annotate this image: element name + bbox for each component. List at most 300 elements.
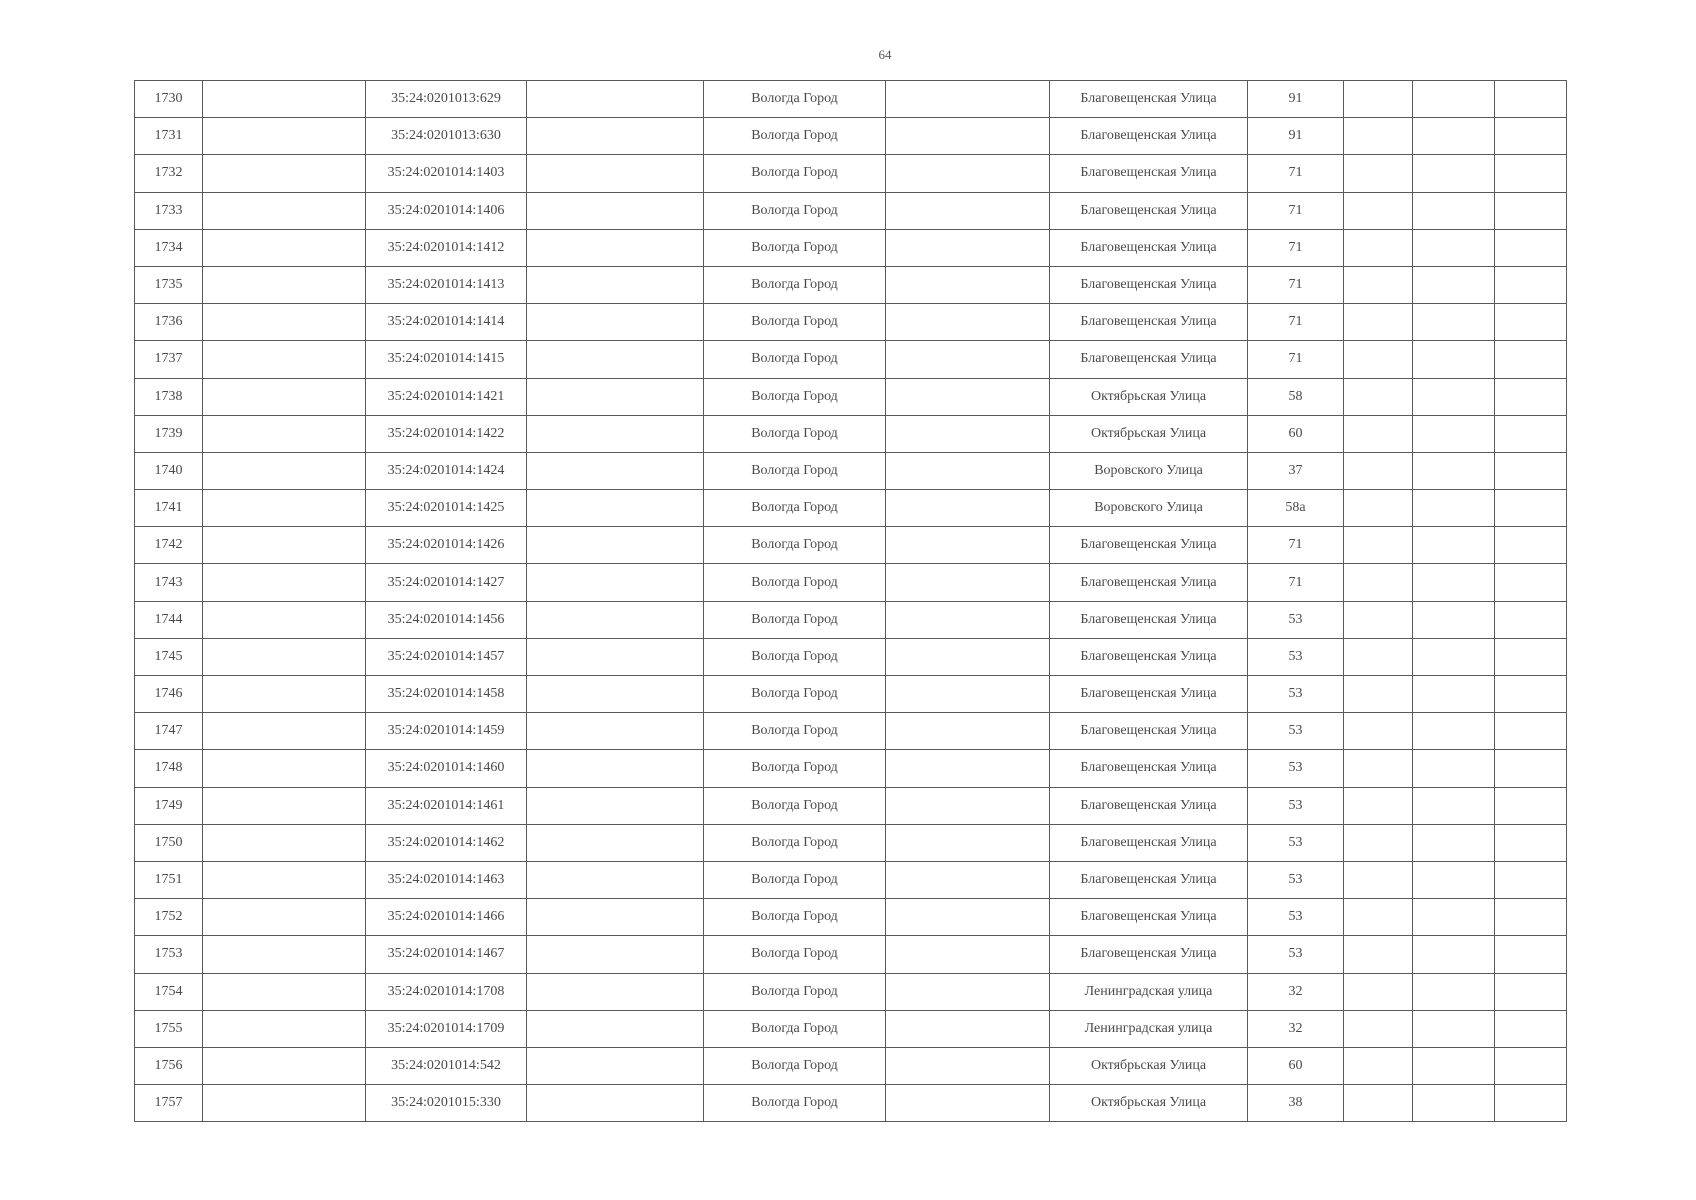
house-number-cell: 71 xyxy=(1248,155,1344,192)
empty-cell xyxy=(1495,676,1567,713)
cadastral-number-cell: 35:24:0201014:1413 xyxy=(366,266,527,303)
table-row xyxy=(135,415,1567,452)
empty-cell xyxy=(527,81,704,118)
city-cell: Вологда Город xyxy=(704,750,886,787)
empty-cell xyxy=(886,155,1050,192)
city-cell: Вологда Город xyxy=(704,936,886,973)
empty-cell xyxy=(527,601,704,638)
city-cell: Вологда Город xyxy=(704,415,886,452)
city-cell: Вологда Город xyxy=(704,155,886,192)
empty-cell xyxy=(527,861,704,898)
row-number-cell: 1735 xyxy=(135,266,203,303)
city-cell: Вологда Город xyxy=(704,81,886,118)
empty-cell xyxy=(1413,899,1495,936)
empty-cell xyxy=(1495,155,1567,192)
row-number-cell: 1755 xyxy=(135,1010,203,1047)
street-cell: Благовещенская Улица xyxy=(1050,341,1248,378)
empty-cell xyxy=(886,229,1050,266)
empty-cell xyxy=(527,1047,704,1084)
street-cell: Благовещенская Улица xyxy=(1050,861,1248,898)
empty-cell xyxy=(1495,527,1567,564)
empty-cell xyxy=(203,229,366,266)
city-cell: Вологда Город xyxy=(704,452,886,489)
city-cell: Вологда Город xyxy=(704,899,886,936)
table-row xyxy=(135,564,1567,601)
empty-cell xyxy=(527,824,704,861)
empty-cell xyxy=(1413,1085,1495,1122)
street-cell: Ленинградская улица xyxy=(1050,1010,1248,1047)
table-row xyxy=(135,973,1567,1010)
city-cell: Вологда Город xyxy=(704,713,886,750)
empty-cell xyxy=(203,81,366,118)
table-row xyxy=(135,452,1567,489)
empty-cell xyxy=(203,266,366,303)
row-number-cell: 1743 xyxy=(135,564,203,601)
house-number-cell: 71 xyxy=(1248,527,1344,564)
house-number-cell: 37 xyxy=(1248,452,1344,489)
street-cell: Ленинградская улица xyxy=(1050,973,1248,1010)
empty-cell xyxy=(203,750,366,787)
empty-cell xyxy=(527,899,704,936)
cadastral-number-cell: 35:24:0201014:1456 xyxy=(366,601,527,638)
empty-cell xyxy=(1495,452,1567,489)
house-number-cell: 91 xyxy=(1248,118,1344,155)
empty-cell xyxy=(886,81,1050,118)
house-number-cell: 53 xyxy=(1248,936,1344,973)
table-row xyxy=(135,192,1567,229)
street-cell: Благовещенская Улица xyxy=(1050,266,1248,303)
row-number-cell: 1734 xyxy=(135,229,203,266)
empty-cell xyxy=(1344,266,1413,303)
empty-cell xyxy=(1495,638,1567,675)
cadastral-number-cell: 35:24:0201014:1426 xyxy=(366,527,527,564)
empty-cell xyxy=(1344,229,1413,266)
empty-cell xyxy=(1413,601,1495,638)
empty-cell xyxy=(527,192,704,229)
empty-cell xyxy=(203,1085,366,1122)
empty-cell xyxy=(203,118,366,155)
city-cell: Вологда Город xyxy=(704,1085,886,1122)
empty-cell xyxy=(1344,564,1413,601)
empty-cell xyxy=(1344,378,1413,415)
empty-cell xyxy=(886,527,1050,564)
street-cell: Благовещенская Улица xyxy=(1050,229,1248,266)
table-row xyxy=(135,81,1567,118)
empty-cell xyxy=(1495,1085,1567,1122)
empty-cell xyxy=(203,527,366,564)
empty-cell xyxy=(1495,118,1567,155)
street-cell: Благовещенская Улица xyxy=(1050,899,1248,936)
row-number-cell: 1736 xyxy=(135,304,203,341)
row-number-cell: 1741 xyxy=(135,490,203,527)
empty-cell xyxy=(886,676,1050,713)
empty-cell xyxy=(527,936,704,973)
table-row xyxy=(135,378,1567,415)
empty-cell xyxy=(203,490,366,527)
house-number-cell: 32 xyxy=(1248,973,1344,1010)
house-number-cell: 71 xyxy=(1248,564,1344,601)
empty-cell xyxy=(1413,118,1495,155)
table-row xyxy=(135,1010,1567,1047)
house-number-cell: 58а xyxy=(1248,490,1344,527)
street-cell: Октябрьская Улица xyxy=(1050,415,1248,452)
empty-cell xyxy=(1344,304,1413,341)
empty-cell xyxy=(1344,1010,1413,1047)
empty-cell xyxy=(527,452,704,489)
table-row xyxy=(135,899,1567,936)
empty-cell xyxy=(886,936,1050,973)
row-number-cell: 1745 xyxy=(135,638,203,675)
cadastral-number-cell: 35:24:0201013:629 xyxy=(366,81,527,118)
empty-cell xyxy=(1413,155,1495,192)
empty-cell xyxy=(203,676,366,713)
cadastral-number-cell: 35:24:0201014:1424 xyxy=(366,452,527,489)
street-cell: Благовещенская Улица xyxy=(1050,304,1248,341)
empty-cell xyxy=(1344,601,1413,638)
empty-cell xyxy=(527,118,704,155)
empty-cell xyxy=(527,490,704,527)
row-number-cell: 1757 xyxy=(135,1085,203,1122)
cadastral-number-cell: 35:24:0201014:1412 xyxy=(366,229,527,266)
empty-cell xyxy=(527,1010,704,1047)
empty-cell xyxy=(203,936,366,973)
row-number-cell: 1749 xyxy=(135,787,203,824)
cadastral-number-cell: 35:24:0201014:542 xyxy=(366,1047,527,1084)
empty-cell xyxy=(1344,192,1413,229)
empty-cell xyxy=(886,713,1050,750)
empty-cell xyxy=(1413,1010,1495,1047)
table-row xyxy=(135,490,1567,527)
empty-cell xyxy=(527,1085,704,1122)
empty-cell xyxy=(527,229,704,266)
row-number-cell: 1744 xyxy=(135,601,203,638)
cadastral-number-cell: 35:24:0201014:1425 xyxy=(366,490,527,527)
street-cell: Благовещенская Улица xyxy=(1050,750,1248,787)
empty-cell xyxy=(1413,936,1495,973)
city-cell: Вологда Город xyxy=(704,118,886,155)
row-number-cell: 1733 xyxy=(135,192,203,229)
empty-cell xyxy=(886,490,1050,527)
empty-cell xyxy=(527,266,704,303)
empty-cell xyxy=(1344,341,1413,378)
empty-cell xyxy=(203,861,366,898)
city-cell: Вологда Город xyxy=(704,527,886,564)
empty-cell xyxy=(886,973,1050,1010)
empty-cell xyxy=(886,750,1050,787)
empty-cell xyxy=(527,676,704,713)
empty-cell xyxy=(527,750,704,787)
house-number-cell: 71 xyxy=(1248,266,1344,303)
empty-cell xyxy=(1413,452,1495,489)
street-cell: Благовещенская Улица xyxy=(1050,676,1248,713)
empty-cell xyxy=(1495,81,1567,118)
empty-cell xyxy=(1495,564,1567,601)
empty-cell xyxy=(527,155,704,192)
table-row xyxy=(135,229,1567,266)
city-cell: Вологда Город xyxy=(704,304,886,341)
city-cell: Вологда Город xyxy=(704,1047,886,1084)
empty-cell xyxy=(1495,378,1567,415)
empty-cell xyxy=(1344,1047,1413,1084)
empty-cell xyxy=(1495,192,1567,229)
house-number-cell: 71 xyxy=(1248,192,1344,229)
empty-cell xyxy=(1495,266,1567,303)
house-number-cell: 32 xyxy=(1248,1010,1344,1047)
house-number-cell: 53 xyxy=(1248,899,1344,936)
empty-cell xyxy=(1344,81,1413,118)
row-number-cell: 1752 xyxy=(135,899,203,936)
empty-cell xyxy=(1495,824,1567,861)
empty-cell xyxy=(1344,713,1413,750)
empty-cell xyxy=(1344,676,1413,713)
empty-cell xyxy=(886,415,1050,452)
house-number-cell: 53 xyxy=(1248,824,1344,861)
empty-cell xyxy=(527,787,704,824)
empty-cell xyxy=(1495,936,1567,973)
empty-cell xyxy=(203,415,366,452)
table-body xyxy=(135,81,1567,1122)
house-number-cell: 60 xyxy=(1248,415,1344,452)
empty-cell xyxy=(886,1047,1050,1084)
empty-cell xyxy=(1413,638,1495,675)
empty-cell xyxy=(203,452,366,489)
empty-cell xyxy=(886,118,1050,155)
empty-cell xyxy=(527,415,704,452)
cadastral-number-cell: 35:24:0201014:1422 xyxy=(366,415,527,452)
empty-cell xyxy=(1413,415,1495,452)
cadastral-number-cell: 35:24:0201015:330 xyxy=(366,1085,527,1122)
empty-cell xyxy=(1344,936,1413,973)
city-cell: Вологда Город xyxy=(704,341,886,378)
empty-cell xyxy=(1413,527,1495,564)
street-cell: Воровского Улица xyxy=(1050,490,1248,527)
city-cell: Вологда Город xyxy=(704,787,886,824)
empty-cell xyxy=(1344,750,1413,787)
row-number-cell: 1739 xyxy=(135,415,203,452)
empty-cell xyxy=(886,304,1050,341)
row-number-cell: 1738 xyxy=(135,378,203,415)
empty-cell xyxy=(203,638,366,675)
cadastral-number-cell: 35:24:0201014:1403 xyxy=(366,155,527,192)
city-cell: Вологда Город xyxy=(704,601,886,638)
empty-cell xyxy=(527,378,704,415)
table-row xyxy=(135,638,1567,675)
empty-cell xyxy=(1495,973,1567,1010)
empty-cell xyxy=(1495,229,1567,266)
empty-cell xyxy=(1344,787,1413,824)
empty-cell xyxy=(886,899,1050,936)
table-row xyxy=(135,676,1567,713)
empty-cell xyxy=(1495,304,1567,341)
cadastral-number-cell: 35:24:0201013:630 xyxy=(366,118,527,155)
empty-cell xyxy=(1413,304,1495,341)
empty-cell xyxy=(1413,490,1495,527)
city-cell: Вологда Город xyxy=(704,973,886,1010)
house-number-cell: 53 xyxy=(1248,713,1344,750)
street-cell: Благовещенская Улица xyxy=(1050,824,1248,861)
cadastral-number-cell: 35:24:0201014:1466 xyxy=(366,899,527,936)
empty-cell xyxy=(203,378,366,415)
house-number-cell: 53 xyxy=(1248,861,1344,898)
empty-cell xyxy=(203,787,366,824)
empty-cell xyxy=(1344,452,1413,489)
empty-cell xyxy=(886,1085,1050,1122)
table-row xyxy=(135,118,1567,155)
empty-cell xyxy=(1344,1085,1413,1122)
table-row xyxy=(135,304,1567,341)
empty-cell xyxy=(886,787,1050,824)
cadastral-number-cell: 35:24:0201014:1414 xyxy=(366,304,527,341)
city-cell: Вологда Город xyxy=(704,824,886,861)
empty-cell xyxy=(1495,899,1567,936)
empty-cell xyxy=(886,824,1050,861)
empty-cell xyxy=(1413,229,1495,266)
empty-cell xyxy=(203,341,366,378)
row-number-cell: 1737 xyxy=(135,341,203,378)
empty-cell xyxy=(1413,676,1495,713)
row-number-cell: 1740 xyxy=(135,452,203,489)
cadastral-number-cell: 35:24:0201014:1460 xyxy=(366,750,527,787)
cadastral-number-cell: 35:24:0201014:1463 xyxy=(366,861,527,898)
empty-cell xyxy=(527,638,704,675)
house-number-cell: 53 xyxy=(1248,601,1344,638)
row-number-cell: 1747 xyxy=(135,713,203,750)
cadastral-number-cell: 35:24:0201014:1427 xyxy=(366,564,527,601)
table-row xyxy=(135,1085,1567,1122)
empty-cell xyxy=(203,1010,366,1047)
empty-cell xyxy=(1344,490,1413,527)
city-cell: Вологда Город xyxy=(704,229,886,266)
street-cell: Благовещенская Улица xyxy=(1050,192,1248,229)
house-number-cell: 53 xyxy=(1248,638,1344,675)
city-cell: Вологда Город xyxy=(704,861,886,898)
street-cell: Октябрьская Улица xyxy=(1050,1047,1248,1084)
empty-cell xyxy=(203,304,366,341)
street-cell: Благовещенская Улица xyxy=(1050,713,1248,750)
empty-cell xyxy=(203,899,366,936)
house-number-cell: 71 xyxy=(1248,229,1344,266)
empty-cell xyxy=(203,564,366,601)
empty-cell xyxy=(203,1047,366,1084)
empty-cell xyxy=(1344,118,1413,155)
empty-cell xyxy=(1413,378,1495,415)
empty-cell xyxy=(203,973,366,1010)
empty-cell xyxy=(1413,750,1495,787)
cadastral-number-cell: 35:24:0201014:1467 xyxy=(366,936,527,973)
city-cell: Вологда Город xyxy=(704,676,886,713)
empty-cell xyxy=(1495,341,1567,378)
street-cell: Благовещенская Улица xyxy=(1050,564,1248,601)
empty-cell xyxy=(1413,861,1495,898)
empty-cell xyxy=(1495,787,1567,824)
empty-cell xyxy=(1495,601,1567,638)
city-cell: Вологда Город xyxy=(704,564,886,601)
house-number-cell: 71 xyxy=(1248,341,1344,378)
table-row xyxy=(135,713,1567,750)
street-cell: Благовещенская Улица xyxy=(1050,787,1248,824)
empty-cell xyxy=(1344,155,1413,192)
page-number: 64 xyxy=(878,47,892,62)
empty-cell xyxy=(1413,266,1495,303)
empty-cell xyxy=(527,304,704,341)
row-number-cell: 1730 xyxy=(135,81,203,118)
empty-cell xyxy=(886,861,1050,898)
city-cell: Вологда Город xyxy=(704,1010,886,1047)
empty-cell xyxy=(203,192,366,229)
city-cell: Вологда Город xyxy=(704,266,886,303)
empty-cell xyxy=(1344,899,1413,936)
table-row xyxy=(135,750,1567,787)
row-number-cell: 1731 xyxy=(135,118,203,155)
cadastral-number-cell: 35:24:0201014:1415 xyxy=(366,341,527,378)
cadastral-number-cell: 35:24:0201014:1459 xyxy=(366,713,527,750)
empty-cell xyxy=(527,973,704,1010)
cadastral-number-cell: 35:24:0201014:1709 xyxy=(366,1010,527,1047)
row-number-cell: 1754 xyxy=(135,973,203,1010)
empty-cell xyxy=(1344,638,1413,675)
street-cell: Благовещенская Улица xyxy=(1050,936,1248,973)
table-row xyxy=(135,787,1567,824)
empty-cell xyxy=(1495,750,1567,787)
street-cell: Благовещенская Улица xyxy=(1050,118,1248,155)
house-number-cell: 53 xyxy=(1248,787,1344,824)
street-cell: Благовещенская Улица xyxy=(1050,601,1248,638)
empty-cell xyxy=(1413,787,1495,824)
empty-cell xyxy=(527,341,704,378)
street-cell: Благовещенская Улица xyxy=(1050,527,1248,564)
table-row xyxy=(135,341,1567,378)
row-number-cell: 1742 xyxy=(135,527,203,564)
table-row xyxy=(135,527,1567,564)
empty-cell xyxy=(886,192,1050,229)
street-cell: Благовещенская Улица xyxy=(1050,155,1248,192)
table-row xyxy=(135,601,1567,638)
house-number-cell: 53 xyxy=(1248,676,1344,713)
street-cell: Благовещенская Улица xyxy=(1050,81,1248,118)
table-row xyxy=(135,266,1567,303)
street-cell: Благовещенская Улица xyxy=(1050,638,1248,675)
cadastral-number-cell: 35:24:0201014:1458 xyxy=(366,676,527,713)
street-cell: Октябрьская Улица xyxy=(1050,378,1248,415)
cadastral-number-cell: 35:24:0201014:1421 xyxy=(366,378,527,415)
empty-cell xyxy=(527,564,704,601)
cadastral-number-cell: 35:24:0201014:1461 xyxy=(366,787,527,824)
empty-cell xyxy=(203,601,366,638)
empty-cell xyxy=(886,564,1050,601)
empty-cell xyxy=(886,266,1050,303)
empty-cell xyxy=(1413,824,1495,861)
empty-cell xyxy=(1495,713,1567,750)
empty-cell xyxy=(1413,973,1495,1010)
house-number-cell: 71 xyxy=(1248,304,1344,341)
empty-cell xyxy=(1344,824,1413,861)
empty-cell xyxy=(203,155,366,192)
empty-cell xyxy=(1413,81,1495,118)
empty-cell xyxy=(886,638,1050,675)
empty-cell xyxy=(527,713,704,750)
city-cell: Вологда Город xyxy=(704,192,886,229)
empty-cell xyxy=(1495,415,1567,452)
empty-cell xyxy=(1413,1047,1495,1084)
table-row xyxy=(135,155,1567,192)
registry-table xyxy=(134,80,1567,1122)
row-number-cell: 1732 xyxy=(135,155,203,192)
empty-cell xyxy=(1495,1047,1567,1084)
empty-cell xyxy=(886,378,1050,415)
empty-cell xyxy=(886,452,1050,489)
empty-cell xyxy=(1495,490,1567,527)
empty-cell xyxy=(1344,415,1413,452)
